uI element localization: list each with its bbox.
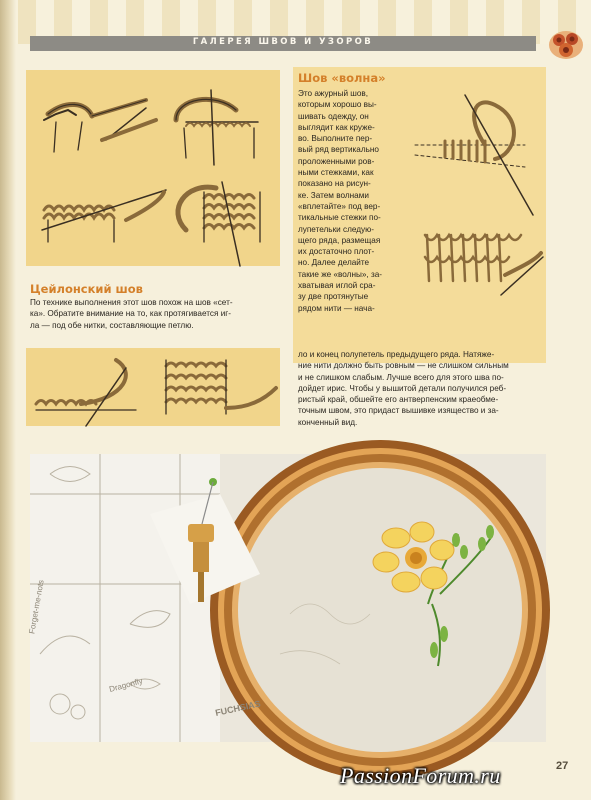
wave-stitch-text-full	[298, 349, 544, 428]
ceylon-stitch-text	[30, 297, 280, 331]
wave-text-line: дойдет ирис. Чтобы у вышитой детали получился реб-	[298, 383, 507, 393]
embroidery-hoop-photo	[27, 454, 546, 742]
running-header	[30, 36, 536, 51]
wave-text-line: показано на рисун-	[298, 179, 371, 189]
wave-stitch-heading: Шов «волна»	[298, 71, 386, 85]
wave-text-line: конченный вид.	[298, 417, 358, 427]
wave-text-line: щего ряда, размещая	[298, 235, 381, 245]
page-spine-shadow	[0, 0, 16, 800]
wave-text-line: проложенными ров-	[298, 156, 375, 166]
wave-text-line: лупетельки следую-	[298, 224, 374, 234]
decorative-ornament-icon	[546, 26, 586, 62]
wave-text-line: но. Далее делайте	[298, 258, 370, 268]
ceylon-stitch-diagram	[26, 70, 280, 266]
wave-text-line: выглядит как круже-	[298, 122, 375, 132]
wave-stitch-diagram	[405, 85, 545, 325]
photo-label-forget-me-nots: Forget-me-nots	[27, 579, 46, 635]
wave-text-line: точным швом, это придаст вышивке изящество и за-	[298, 406, 499, 416]
ceylon-text-line: ка». Обратите внимание на то, как протягивается иг-	[30, 309, 231, 319]
photo-label-dragonfly: Dragonfly	[108, 676, 144, 694]
wave-stitch-text-column	[298, 88, 402, 314]
embroidery-photo-illustration	[27, 454, 546, 742]
wave-text-line: их достаточно плот-	[298, 247, 375, 257]
wave-text-line: зу две протянутые	[298, 292, 369, 302]
wave-text-line: ристый край, обшейте его антверпенским краеобме-	[298, 395, 499, 405]
photo-label-fuchsias: FUCHSIAS	[214, 698, 262, 718]
watermark	[330, 757, 590, 800]
ceylon-text-line: По технике выполнения этот шов похож на шов «сет-	[30, 298, 233, 307]
wave-text-line: ными стежками, как	[298, 168, 374, 178]
wave-text-line: во. Выполните пер-	[298, 134, 373, 144]
wave-text-line: шивать одежду, он	[298, 111, 369, 121]
wave-text-line: которым хорошо вы-	[298, 100, 377, 110]
running-header-title: ГАЛЕРЕЯ ШВОВ И УЗОРОВ	[192, 37, 374, 47]
wave-text-line: Это ажурный шов,	[298, 89, 369, 98]
wave-text-line: такие же «волны», за-	[298, 269, 383, 279]
watermark-text: PassionForum.ru	[340, 763, 501, 788]
wave-text-line: ке. Затем волнами	[298, 190, 369, 200]
wave-text-line: и не слишком слабым. Лучше всего для этого шва по-	[298, 372, 504, 382]
ceylon-stitch-diagram-2	[26, 348, 280, 426]
wave-text-line: ло и конец полупетель предыдущего ряда. Натяже-	[298, 350, 495, 359]
wave-text-line: хватывая иглой сра-	[298, 281, 376, 291]
wave-text-line: ние нити должно быть ровным — не слишком сильным	[298, 361, 509, 371]
ceylon-text-line: ла — под обе нитки, составляющие петлю.	[30, 320, 194, 330]
wave-text-line: рядом нити — нача-	[298, 303, 375, 313]
ceylon-diagram-panel-2	[26, 348, 280, 426]
ceylon-diagram-panel	[26, 70, 280, 266]
wave-text-line: вый ряд вертикально	[298, 145, 379, 155]
ceylon-stitch-heading: Цейлонский шов	[30, 282, 143, 296]
wave-text-line: «вплетайте» под вер-	[298, 201, 381, 211]
wave-text-line: тикальные стежки по-	[298, 213, 381, 223]
page-number: 27	[556, 760, 569, 772]
